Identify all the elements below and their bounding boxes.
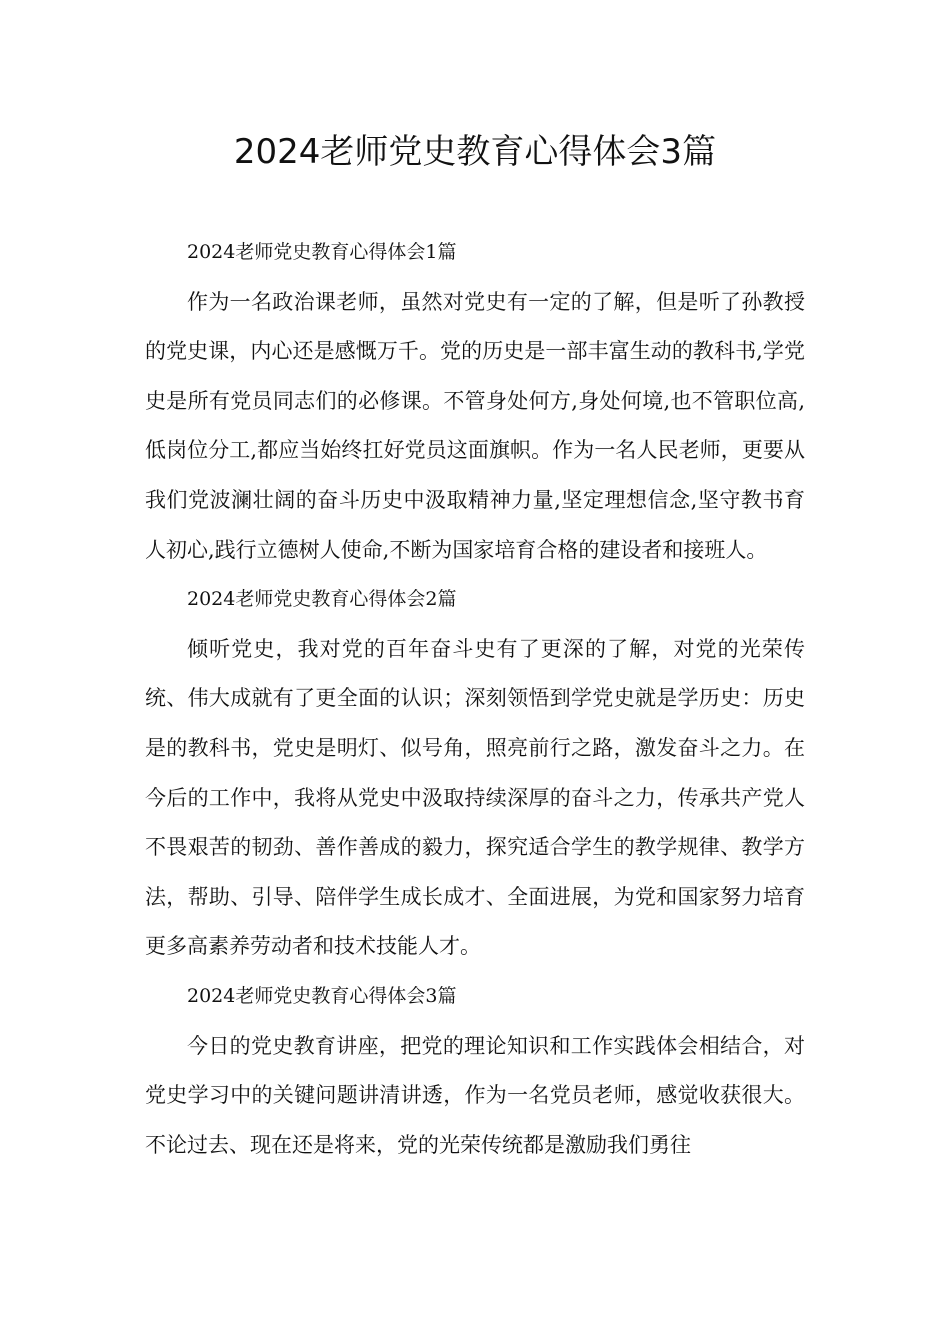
section-2-paragraph: 倾听党史，我对党的百年奋斗史有了更深的了解，对党的光荣传统、伟大成就有了更全面的认识；深刻领悟到学党史就是学历史：历史是的教科书，党史是明灯、似号角，照亮前行之路，激发奋斗之力。在今后的工作中，我将从党史中汲取持续深厚的奋斗之力，传承共产党人不畏艰苦的韧劲、善作善成的毅力，探究适合学生的教学规律、教学方法，帮助、引导、陪伴学生成长成才、全面进展，为党和国家努力培育更多高素养劳动者和技术技能人才。	[145, 636, 805, 959]
section-1-heading: 2024老师党史教育心得体会1篇	[187, 241, 457, 263]
document-title: 2024老师党史教育心得体会3篇	[233, 132, 717, 172]
section-1-paragraph: 作为一名政治课老师，虽然对党史有一定的了解，但是听了孙教授的党史课，内心还是感慨万千。党的历史是一部丰富生动的教科书,学党史是所有党员同志们的必修课。不管身处何方,身处何境,也不管职位高,低岗位分工,都应当始终扛好党员这面旗帜。作为一名人民老师，更要从我们党波澜壮阔的奋斗历史中汲取精神力量,坚定理想信念,坚守教书育人初心,践行立德树人使命,不断为国家培育合格的建设者和接班人。	[145, 289, 805, 562]
section-2-heading: 2024老师党史教育心得体会2篇	[187, 588, 457, 611]
document-body	[145, 228, 805, 1170]
section-3-heading: 2024老师党史教育心得体会3篇	[187, 984, 457, 1007]
section-3-paragraph: 今日的党史教育讲座，把党的理论知识和工作实践体会相结合，对党史学习中的关键问题讲清讲透，作为一名党员老师，感觉收获很大。不论过去、现在还是将来，党的光荣传统都是激励我们勇往	[145, 1033, 805, 1157]
